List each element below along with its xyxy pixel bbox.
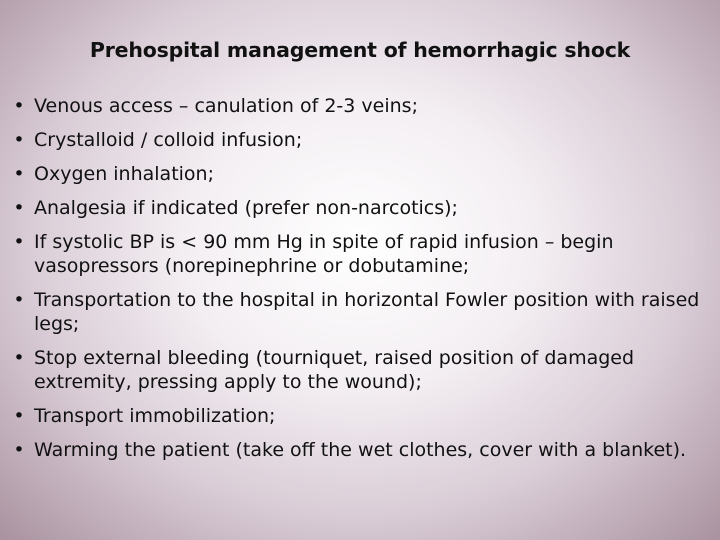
bullet-text: Stop external bleeding (tourniquet, raised position of damaged extremity, pressing apply to the wound); [34,347,635,393]
bullet-text: If systolic BP is < 90 mm Hg in spite of rapid infusion – begin vasopressors (norepinephrine or dobutamine; [34,231,614,277]
bullet-text: Analgesia if indicated (prefer non-narcotics); [34,197,458,219]
bullet-item [10,128,700,152]
bullet-text: Venous access – canulation of 2-3 veins; [34,95,418,117]
bullet-icon: • [13,129,25,151]
bullet-icon: • [13,163,25,185]
bullet-icon: • [13,347,25,369]
bullet-icon: • [13,95,25,117]
bullet-text: Crystalloid / colloid infusion; [34,129,303,151]
bullet-text: Warming the patient (take off the wet clothes, cover with a blanket). [34,439,687,461]
bullet-icon: • [13,439,25,461]
bullet-text: Transportation to the hospital in horizontal Fowler position with raised legs; [34,289,700,335]
bullet-item [10,162,700,186]
bullet-icon: • [13,405,25,427]
slide-title: Prehospital management of hemorrhagic shock [89,38,631,62]
bullet-item [10,438,700,462]
bullet-icon: • [13,289,25,311]
bullet-item [10,404,700,428]
bullet-item [10,288,700,336]
bullet-item [10,230,700,278]
bullet-text: Oxygen inhalation; [34,163,214,185]
bullet-item [10,346,700,394]
bullet-icon: • [13,231,25,253]
bullet-item [10,196,700,220]
bullet-list [10,94,700,472]
bullet-item [10,94,700,118]
bullet-text: Transport immobilization; [34,405,276,427]
bullet-icon: • [13,197,25,219]
